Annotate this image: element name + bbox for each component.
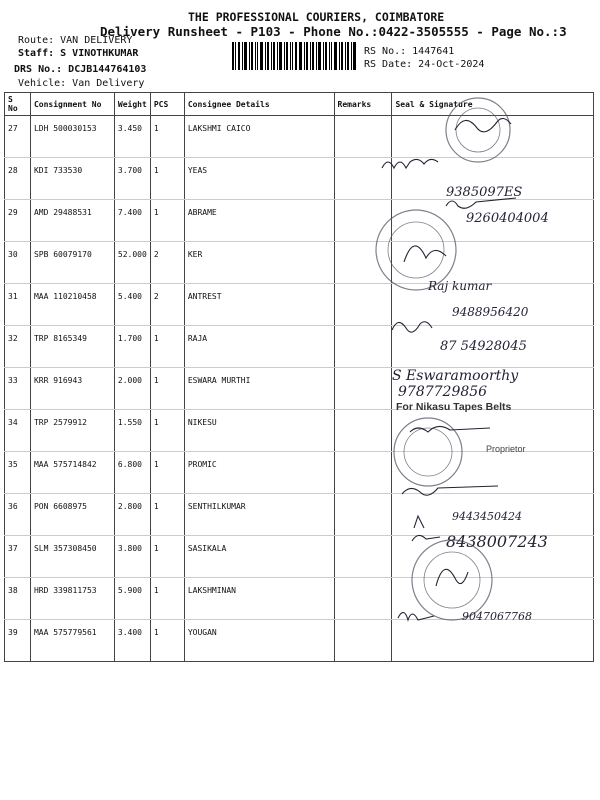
cell-pcs: 1 <box>150 494 184 536</box>
cell-consignee: NIKESU <box>184 410 334 452</box>
col-seal-signature: Seal & Signature <box>392 93 594 116</box>
cell-remarks <box>334 200 392 242</box>
cell-pcs: 1 <box>150 326 184 368</box>
col-consignee: Consignee Details <box>184 93 334 116</box>
cell-weight: 7.400 <box>114 200 150 242</box>
cell-weight: 1.550 <box>114 410 150 452</box>
cell-weight: 5.900 <box>114 578 150 620</box>
cell-remarks <box>334 452 392 494</box>
cell-signature <box>392 536 594 578</box>
cell-remarks <box>334 578 392 620</box>
cell-weight: 1.700 <box>114 326 150 368</box>
cell-weight: 2.800 <box>114 494 150 536</box>
cell-consignment: TRP 2579912 <box>30 410 114 452</box>
cell-signature <box>392 494 594 536</box>
cell-remarks <box>334 326 392 368</box>
cell-consignment: MAA 110210458 <box>30 284 114 326</box>
cell-sno: 34 <box>5 410 31 452</box>
cell-sno: 35 <box>5 452 31 494</box>
col-consignment: Consignment No <box>30 93 114 116</box>
cell-signature <box>392 578 594 620</box>
drs-number: DRS No.: DCJB144764103 <box>14 64 147 75</box>
cell-weight: 3.450 <box>114 116 150 158</box>
cell-remarks <box>334 494 392 536</box>
cell-consignee: SASIKALA <box>184 536 334 578</box>
cell-consignment: MAA 575779561 <box>30 620 114 662</box>
cell-consignee: SENTHILKUMAR <box>184 494 334 536</box>
handwritten-name-33: S Eswaramoorthy <box>392 368 519 384</box>
cell-weight: 3.400 <box>114 620 150 662</box>
cell-sno: 28 <box>5 158 31 200</box>
cell-signature <box>392 242 594 284</box>
col-pcs: PCS <box>150 93 184 116</box>
cell-weight: 3.700 <box>114 158 150 200</box>
handwritten-phone-31: 9488956420 <box>452 305 529 319</box>
runsheet-title: Delivery Runsheet - P103 - Phone No.:0422-3505555 - Page No.:3 <box>100 24 567 39</box>
cell-consignee: RAJA <box>184 326 334 368</box>
cell-consignment: SLM 357308450 <box>30 536 114 578</box>
cell-pcs: 2 <box>150 242 184 284</box>
handwritten-phone-32: 87 54928045 <box>440 339 527 354</box>
handwritten-name-31: Raj kumar <box>428 279 492 293</box>
cell-consignment: AMD 29488531 <box>30 200 114 242</box>
cell-sno: 30 <box>5 242 31 284</box>
cell-remarks <box>334 410 392 452</box>
cell-sno: 36 <box>5 494 31 536</box>
cell-sno: 29 <box>5 200 31 242</box>
proprietor-stamp-35: Proprietor <box>486 444 526 454</box>
runsheet-table <box>4 92 594 662</box>
cell-consignment: PON 6608975 <box>30 494 114 536</box>
company-name: THE PROFESSIONAL COURIERS, COIMBATORE <box>188 10 445 24</box>
table-row <box>5 452 594 494</box>
cell-consignee: KER <box>184 242 334 284</box>
cell-consignee: LAKSHMINAN <box>184 578 334 620</box>
cell-consignment: KDI 733530 <box>30 158 114 200</box>
cell-signature <box>392 326 594 368</box>
cell-signature <box>392 368 594 410</box>
cell-weight: 6.800 <box>114 452 150 494</box>
barcode <box>232 42 356 70</box>
cell-pcs: 1 <box>150 368 184 410</box>
table-row <box>5 242 594 284</box>
cell-sno: 32 <box>5 326 31 368</box>
col-sno: S No <box>5 93 31 116</box>
cell-remarks <box>334 536 392 578</box>
cell-consignee: YOUGAN <box>184 620 334 662</box>
cell-sno: 37 <box>5 536 31 578</box>
cell-consignment: SPB 60079170 <box>30 242 114 284</box>
cell-consignment: MAA 575714842 <box>30 452 114 494</box>
cell-remarks <box>334 158 392 200</box>
cell-signature <box>392 410 594 452</box>
col-remarks: Remarks <box>334 93 392 116</box>
cell-remarks <box>334 242 392 284</box>
cell-weight: 2.000 <box>114 368 150 410</box>
table-header-row <box>5 93 594 116</box>
handwritten-phone-39: 9047067768 <box>462 610 532 623</box>
cell-signature <box>392 200 594 242</box>
staff-label: Staff: S VINOTHKUMAR <box>18 48 139 59</box>
cell-remarks <box>334 368 392 410</box>
cell-signature <box>392 452 594 494</box>
route-label: Route: VAN DELIVERY <box>18 35 133 46</box>
cell-consignee: PROMIC <box>184 452 334 494</box>
cell-pcs: 1 <box>150 158 184 200</box>
cell-consignee: LAKSHMI CAICO <box>184 116 334 158</box>
cell-sno: 31 <box>5 284 31 326</box>
cell-weight: 3.800 <box>114 536 150 578</box>
table-row <box>5 116 594 158</box>
cell-pcs: 1 <box>150 410 184 452</box>
cell-remarks <box>334 284 392 326</box>
cell-consignment: KRR 916943 <box>30 368 114 410</box>
table-row <box>5 620 594 662</box>
cell-consignee: ESWARA MURTHI <box>184 368 334 410</box>
cell-sno: 39 <box>5 620 31 662</box>
table-row <box>5 578 594 620</box>
cell-signature <box>392 620 594 662</box>
cell-signature <box>392 116 594 158</box>
cell-consignment: LDH 500030153 <box>30 116 114 158</box>
table-row <box>5 284 594 326</box>
table-row <box>5 368 594 410</box>
cell-consignment: TRP 8165349 <box>30 326 114 368</box>
table-row <box>5 326 594 368</box>
cell-pcs: 1 <box>150 620 184 662</box>
cell-consignee: ABRAME <box>184 200 334 242</box>
cell-remarks <box>334 620 392 662</box>
table-row <box>5 158 594 200</box>
company-stamp-34: For Nikasu Tapes Belts <box>396 401 512 413</box>
table-row <box>5 410 594 452</box>
vehicle-label: Vehicle: Van Delivery <box>18 78 145 89</box>
handwritten-phone-33: 9787729856 <box>398 384 488 400</box>
cell-pcs: 1 <box>150 116 184 158</box>
table-row <box>5 494 594 536</box>
cell-sno: 38 <box>5 578 31 620</box>
handwritten-phone-38: 8438007243 <box>446 532 548 551</box>
cell-sno: 27 <box>5 116 31 158</box>
handwritten-phone-36: 9443450424 <box>452 510 522 523</box>
cell-pcs: 1 <box>150 578 184 620</box>
cell-signature <box>392 158 594 200</box>
cell-consignee: ANTREST <box>184 284 334 326</box>
cell-sno: 33 <box>5 368 31 410</box>
cell-pcs: 1 <box>150 452 184 494</box>
cell-pcs: 1 <box>150 200 184 242</box>
cell-consignee: YEAS <box>184 158 334 200</box>
handwritten-phone-28: 9385097ES <box>446 185 523 200</box>
cell-pcs: 2 <box>150 284 184 326</box>
cell-weight: 5.400 <box>114 284 150 326</box>
rs-date: RS Date: 24-Oct-2024 <box>364 59 485 70</box>
rs-number: RS No.: 1447641 <box>364 46 455 57</box>
col-weight: Weight <box>114 93 150 116</box>
handwritten-phone-29: 9260404004 <box>466 211 549 226</box>
table-row <box>5 536 594 578</box>
cell-signature <box>392 284 594 326</box>
cell-consignment: HRD 339811753 <box>30 578 114 620</box>
cell-remarks <box>334 116 392 158</box>
cell-pcs: 1 <box>150 536 184 578</box>
cell-weight: 52.000 <box>114 242 150 284</box>
table-row <box>5 200 594 242</box>
